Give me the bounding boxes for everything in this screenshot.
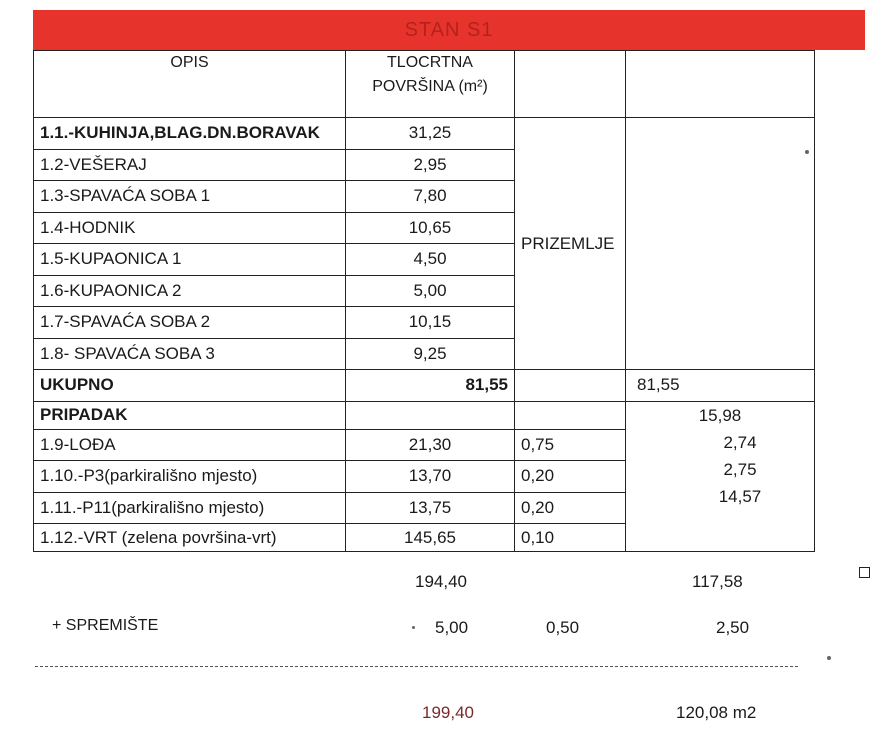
appurtenance-area: 21,30 [346,429,515,461]
appurtenance-total: 14,57 [718,486,762,506]
room-name: 1.4-HODNIK [34,212,346,244]
storage-label: + SPREMIŠTE [52,617,159,634]
subtotal-total: 81,55 [626,370,815,402]
appurtenance-name: 1.12.-VRT (zelena površina-vrt) [34,524,346,552]
header-area [346,51,515,118]
subtotal-row [34,370,815,402]
storage-coef: 0,50 [546,618,580,637]
total-column-upper [626,118,815,370]
room-area: 5,00 [346,275,515,307]
room-area: 10,15 [346,307,515,339]
room-name: 1.8- SPAVAĆA SOBA 3 [34,338,346,370]
header-opis: OPIS [34,51,346,118]
room-name: 1.3-SPAVAĆA SOBA 1 [34,181,346,213]
appurtenance-total: 15,98 [698,405,742,425]
appurtenance-area: 13,75 [346,492,515,524]
scan-speck [412,626,415,629]
appurtenance-label: PRIPADAK [34,401,346,429]
appurtenance-total: 2,74 [723,432,757,452]
table-row [34,118,815,150]
room-name: 1.5-KUPAONICA 1 [34,244,346,276]
room-area: 7,80 [346,181,515,213]
appurtenance-name: 1.11.-P11(parkirališno mjesto) [34,492,346,524]
room-area: 4,50 [346,244,515,276]
empty-cell [515,401,626,429]
empty-cell [346,401,515,429]
floor-label: PRIZEMLJE [515,118,626,370]
divider-dashed [35,666,798,667]
appurtenance-coef: 0,10 [515,524,626,552]
area-table [33,50,815,552]
header-area-line1: TLOCRTNA [387,54,473,71]
subtotal-coef [515,370,626,402]
subtotal-label: UKUPNO [34,370,346,402]
appurtenance-coef: 0,75 [515,429,626,461]
appurtenance-header-row [34,401,815,429]
scan-speck [805,150,809,154]
grand-total: 120,08 m2 [676,703,757,722]
appurtenance-coef: 0,20 [515,461,626,493]
room-name: 1.2-VEŠERAJ [34,149,346,181]
table-header-row [34,51,815,118]
appurtenance-area: 145,65 [346,524,515,552]
appurtenance-name: 1.9-LOĐA [34,429,346,461]
appurtenance-area: 13,70 [346,461,515,493]
sum-total: 117,58 [692,572,743,591]
appurtenance-total: 2,75 [723,459,757,479]
room-area: 10,65 [346,212,515,244]
corner-marker [859,567,870,578]
storage-total: 2,50 [716,618,750,637]
room-name: 1.1.-KUHINJA,BLAG.DN.BORAVAK [34,118,346,150]
apartment-title: STAN S1 [404,18,494,41]
room-area: 9,25 [346,338,515,370]
storage-area: 5,00 [435,618,469,637]
room-name: 1.6-KUPAONICA 2 [34,275,346,307]
grand-area: 199,40 [422,703,474,722]
header-coef [515,51,626,118]
appurtenance-name: 1.10.-P3(parkirališno mjesto) [34,461,346,493]
appurtenance-totals [626,401,815,552]
room-area: 2,95 [346,149,515,181]
apartment-title-bar [33,10,865,50]
header-area-line2: POVRŠINA (m²) [372,78,488,95]
appurtenance-coef: 0,20 [515,492,626,524]
subtotal-area: 81,55 [346,370,515,402]
room-name: 1.7-SPAVAĆA SOBA 2 [34,307,346,339]
sum-area: 194,40 [415,572,467,591]
room-area: 31,25 [346,118,515,150]
header-total [626,51,815,118]
scan-speck [827,656,831,660]
